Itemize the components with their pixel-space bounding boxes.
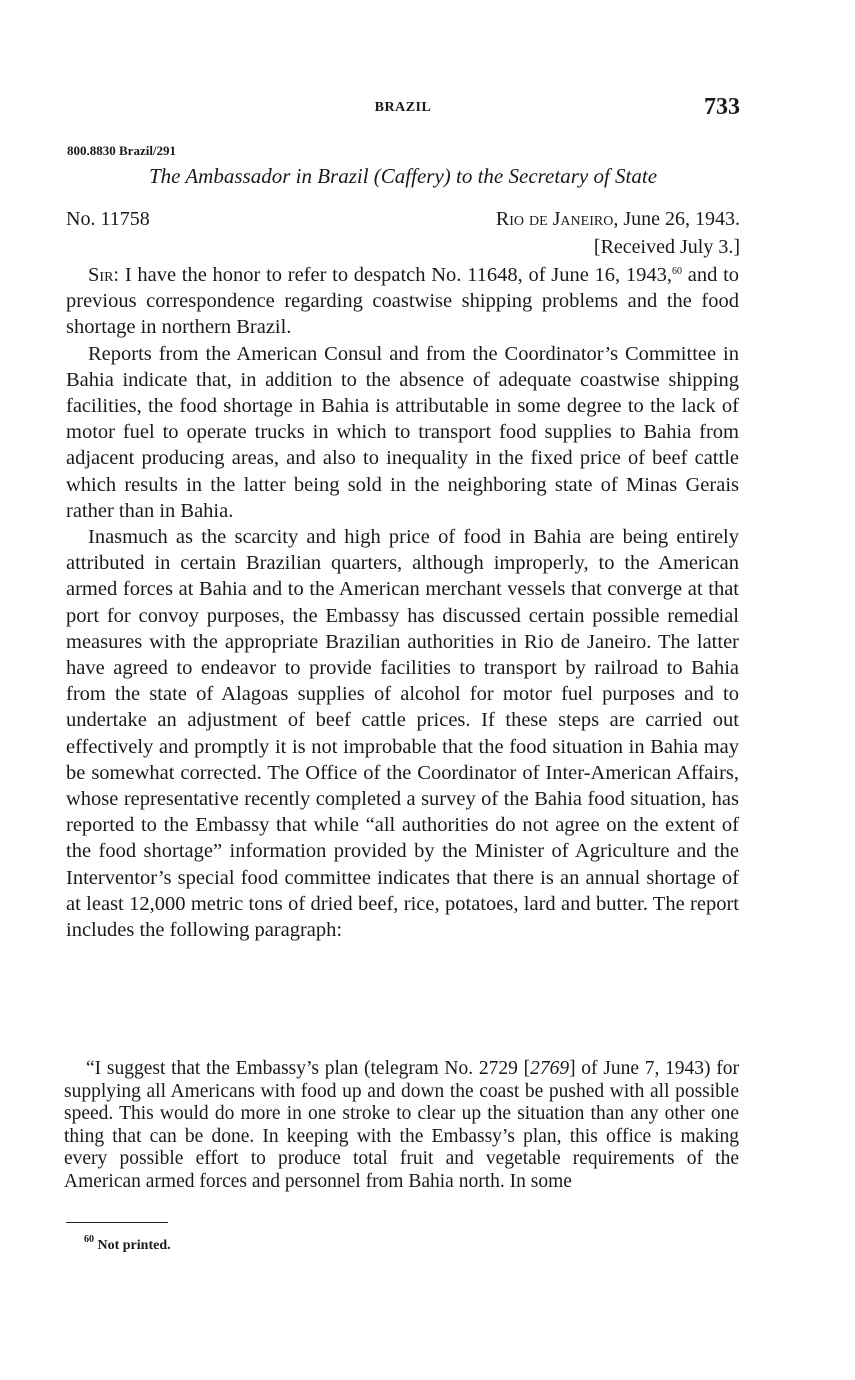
received-date: [Received July 3.] [593,236,740,258]
file-number: 800.8830 Brazil/291 [67,143,177,158]
running-head [66,96,740,126]
paragraph-1-text-a: : I have the honor to refer to despatch No. 11648, of June 16, 1943, [113,264,673,286]
paragraph-3: Inasmuch as the scarcity and high price of food in Bahia are being entirely attributed in certain Brazilian quarters, although improperly, to the American armed forces at Bahia and to the American merchant vessels that converge at that port for convoy purposes, the Embassy has discussed certain possible remedial measures with the appropriate Brazilian authorities in Rio de Janeiro. The latter have agreed to endeavor to provide facilities to transport by railroad to Bahia from the state of Alagoas supplies of alcohol for motor fuel purposes and to undertake an adjustment of beef cattle prices. If these steps are carried out effectively and promptly it is not improbable that the food situation in Bahia may be somewhat corrected. The Office of the Coordinator of Inter-American Affairs, whose representative recently completed a survey of the Bahia food situation, has reported to the Embassy that while “all authorities do not agree on the extent of the food shortage” information provided by the Minister of Agriculture and the Interventor’s special food committee indicates that there is an annual shortage of at least 12,000 metric tons of dried beef, rice, potatoes, lard and butter. The report includes the following paragraph: [66,526,739,942]
running-head-title: BRAZIL [374,100,432,115]
letter-body [66,262,739,943]
quote-text-b: ] of June 7, 1943) for supplying all Americans with food up and down the coast be pushed with all possible speed. This would do more in one stroke to clear up the situation than any other one thing that can be done. In keeping with the Embassy’s plan, this office is making every possible effort to produce total fruit and vegetable requirements of the American armed forces and personnel from Bahia north. In some [64,1058,740,1192]
paragraph-1-text-b: and to previous correspondence regarding coastwise shipping problems and the food shortage in northern Brazil. [66,264,740,339]
date: , June 26, 1943. [613,208,740,230]
place-date [496,208,740,231]
salutation: Sir [88,264,114,286]
footnote-number: 60 [84,1234,94,1245]
paragraph-2: Reports from the American Consul and from the Coordinator’s Committee in Bahia indicate that, in addition to the absence of adequate coastwise shipping facilities, the food shortage in Bahia is attributable in some degree to the lack of motor fuel to operate trucks in which to transport food supplies to Bahia from adjacent producing areas, and also to inequality in the fixed price of beef cattle which results in the latter being sold in the neighboring state of Minas Gerais rather than in Bahia. [66,342,739,522]
despatch-number: No. 11758 [66,208,150,230]
page-number: 733 [704,94,740,120]
quote-bracket-number: 2769 [530,1058,570,1079]
quoted-passage [64,1058,739,1194]
footnote-reference: 60 [672,266,683,277]
footnote [84,1234,171,1254]
quote-text-a: “I suggest that the Embassy’s plan (telegram No. 2729 [ [86,1058,531,1079]
footnote-rule [66,1222,168,1223]
document-heading: The Ambassador in Brazil (Caffery) to the Secretary of State [148,164,658,188]
footnote-text: Not printed. [94,1238,171,1253]
quote-paragraph [64,1058,739,1194]
place: Rio de Janeiro [495,208,614,230]
paragraph-1 [66,262,739,341]
